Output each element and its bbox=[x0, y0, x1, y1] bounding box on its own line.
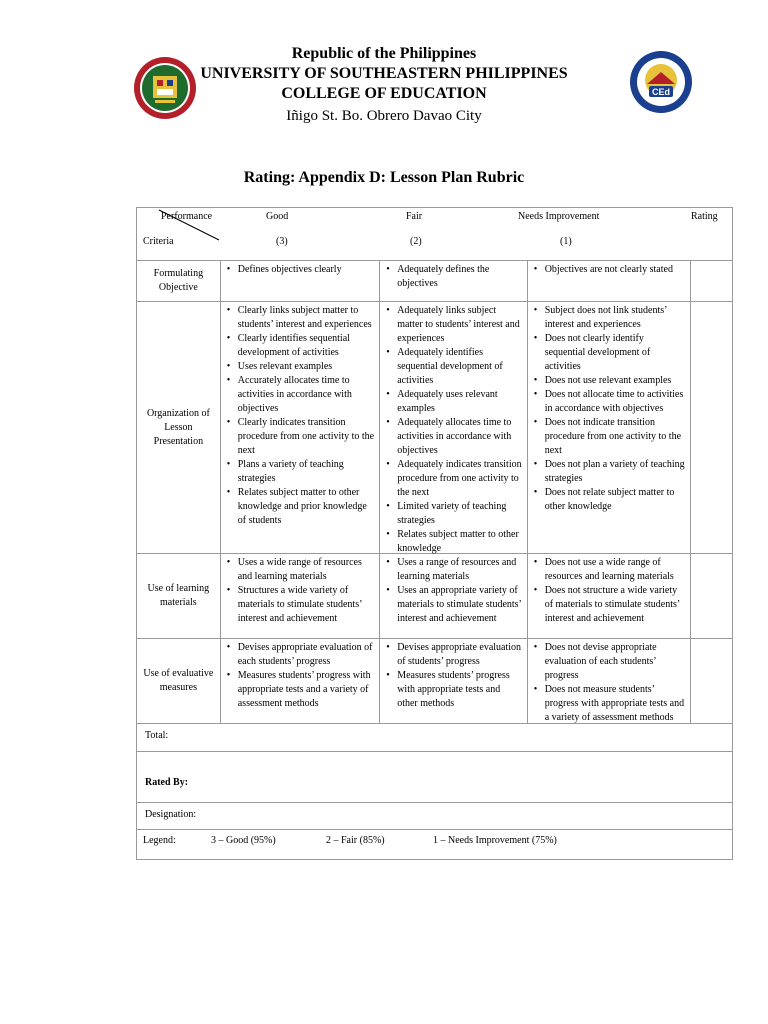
rubric-row-learning-materials bbox=[137, 554, 732, 639]
criterion-descriptor: • Does not structure a wide variety of materials to stimulate students’ interest and achievement bbox=[532, 584, 686, 626]
needs-cell bbox=[528, 639, 691, 723]
fair-list bbox=[384, 556, 523, 626]
college-name: COLLEGE OF EDUCATION bbox=[281, 85, 487, 102]
document-header bbox=[0, 44, 768, 134]
fair-list bbox=[384, 263, 523, 291]
rubric-header-row bbox=[137, 208, 732, 261]
criterion-descriptor: • Adequately indicates transition procedure from one activity to the next bbox=[384, 458, 523, 500]
criterion-cell: Organization of Lesson Presentation bbox=[137, 302, 221, 553]
rubric-table bbox=[136, 207, 733, 860]
good-label: Good bbox=[266, 211, 289, 222]
fair-cell bbox=[380, 554, 528, 638]
legend-label: Legend: bbox=[143, 835, 176, 846]
fair-cell bbox=[380, 261, 528, 301]
total-label: Total: bbox=[145, 730, 169, 741]
criterion-descriptor: • Structures a wide variety of materials to stimulate students’ interest and achievement bbox=[225, 584, 375, 626]
fair-list bbox=[384, 304, 523, 556]
performance-label: Performance bbox=[161, 211, 213, 222]
needs-list bbox=[532, 263, 686, 277]
document-title: Rating: Appendix D: Lesson Plan Rubric bbox=[243, 169, 525, 186]
criterion-descriptor: • Uses an appropriate variety of materials to stimulate students’ interest and achievement bbox=[384, 584, 523, 626]
criterion-descriptor: • Adequately links subject matter to students’ interest and experiences bbox=[384, 304, 523, 346]
criterion-descriptor: • Adequately uses relevant examples bbox=[384, 388, 523, 416]
criterion-descriptor: • Devises appropriate evaluation of students’ progress bbox=[384, 641, 523, 669]
criterion-descriptor: • Does not devise appropriate evaluation of each students’ progress bbox=[532, 641, 686, 683]
criterion-descriptor: • Accurately allocates time to activities in accordance with objectives bbox=[225, 374, 375, 416]
criterion-descriptor: • Does not use a wide range of resources and learning materials bbox=[532, 556, 686, 584]
fair-list bbox=[384, 641, 523, 711]
criterion-descriptor: • Clearly identifies sequential development of activities bbox=[225, 332, 375, 360]
good-cell bbox=[221, 554, 380, 638]
legend-needs: 1 – Needs Improvement (75%) bbox=[433, 835, 557, 846]
rating-cell[interactable] bbox=[691, 261, 732, 301]
needs-improvement-score: (1) bbox=[560, 236, 572, 247]
rubric-row-evaluative-measures bbox=[137, 639, 732, 724]
needs-list bbox=[532, 641, 686, 725]
criterion-cell: Use of learning materials bbox=[137, 554, 221, 638]
criterion-descriptor: • Devises appropriate evaluation of each students’ progress bbox=[225, 641, 375, 669]
fair-cell bbox=[380, 302, 528, 553]
criterion-descriptor: • Subject does not link students’ interest and experiences bbox=[532, 304, 686, 332]
criterion-descriptor: • Clearly links subject matter to students’ interest and experiences bbox=[225, 304, 375, 332]
criterion-descriptor: • Adequately allocates time to activities in accordance with objectives bbox=[384, 416, 523, 458]
rated-by-label: Rated By: bbox=[145, 777, 189, 788]
ced-seal-icon bbox=[629, 50, 693, 114]
republic-line: Republic of the Philippines bbox=[291, 45, 477, 62]
criterion-descriptor: • Relates subject matter to other knowledge and prior knowledge of students bbox=[225, 486, 375, 528]
designation-row bbox=[137, 803, 732, 830]
needs-list bbox=[532, 304, 686, 514]
criterion-descriptor: • Uses a range of resources and learning materials bbox=[384, 556, 523, 584]
rating-cell[interactable] bbox=[691, 639, 732, 723]
criterion-cell: Use of evaluative measures bbox=[137, 639, 221, 723]
needs-cell bbox=[528, 302, 691, 553]
criterion-descriptor: • Measures students’ progress with appropriate tests and other methods bbox=[384, 669, 523, 711]
good-list bbox=[225, 263, 375, 277]
criterion-descriptor: • Does not use relevant examples bbox=[532, 374, 686, 388]
needs-improvement-label: Needs Improvement bbox=[518, 211, 600, 222]
rubric-row-organization bbox=[137, 302, 732, 554]
rating-cell[interactable] bbox=[691, 302, 732, 553]
criterion-descriptor: • Does not plan a variety of teaching strategies bbox=[532, 458, 686, 486]
legend-row bbox=[137, 830, 732, 859]
criteria-label: Criteria bbox=[143, 236, 174, 247]
total-row bbox=[137, 724, 732, 752]
criterion-descriptor: • Relates subject matter to other knowledge bbox=[384, 528, 523, 556]
criterion-descriptor: • Does not measure students’ progress with appropriate tests and a variety of assessment methods bbox=[532, 683, 686, 725]
criterion-descriptor: • Objectives are not clearly stated bbox=[532, 263, 686, 277]
header-text bbox=[200, 44, 568, 127]
needs-list bbox=[532, 556, 686, 626]
criterion-cell: Formulating Objective bbox=[137, 261, 221, 301]
address-line: Iñigo St. Bo. Obrero Davao City bbox=[286, 108, 482, 124]
good-list bbox=[225, 304, 375, 528]
criterion-descriptor: • Uses a wide range of resources and learning materials bbox=[225, 556, 375, 584]
legend-good: 3 – Good (95%) bbox=[211, 835, 276, 846]
good-list bbox=[225, 556, 375, 626]
legend-fair: 2 – Fair (85%) bbox=[326, 835, 385, 846]
criterion-descriptor: • Does not clearly identify sequential development of activities bbox=[532, 332, 686, 374]
criterion-descriptor: • Defines objectives clearly bbox=[225, 263, 375, 277]
needs-cell bbox=[528, 261, 691, 301]
designation-label: Designation: bbox=[145, 809, 197, 820]
criterion-descriptor: • Uses relevant examples bbox=[225, 360, 375, 374]
rating-cell[interactable] bbox=[691, 554, 732, 638]
criterion-descriptor: • Does not allocate time to activities in accordance with objectives bbox=[532, 388, 686, 416]
usep-seal-icon bbox=[133, 56, 197, 120]
university-name: UNIVERSITY OF SOUTHEASTERN PHILIPPINES bbox=[200, 65, 568, 82]
criterion-descriptor: • Clearly indicates transition procedure from one activity to the next bbox=[225, 416, 375, 458]
rubric-row-formulating-objective bbox=[137, 261, 732, 302]
good-cell bbox=[221, 302, 380, 553]
criterion-descriptor: • Measures students’ progress with appropriate tests and a variety of assessment methods bbox=[225, 669, 375, 711]
criterion-descriptor: • Does not indicate transition procedure from one activity to the next bbox=[532, 416, 686, 458]
rated-by-row bbox=[137, 752, 732, 803]
fair-cell bbox=[380, 639, 528, 723]
ced-seal-text: CEd bbox=[652, 87, 670, 97]
good-cell bbox=[221, 639, 380, 723]
criterion-descriptor: • Limited variety of teaching strategies bbox=[384, 500, 523, 528]
good-list bbox=[225, 641, 375, 711]
needs-cell bbox=[528, 554, 691, 638]
fair-score: (2) bbox=[410, 236, 422, 247]
rating-label: Rating bbox=[691, 211, 718, 222]
fair-label: Fair bbox=[406, 211, 423, 222]
criterion-descriptor: • Does not relate subject matter to other knowledge bbox=[532, 486, 686, 514]
criterion-descriptor: • Adequately identifies sequential development of activities bbox=[384, 346, 523, 388]
criterion-descriptor: • Adequately defines the objectives bbox=[384, 263, 523, 291]
criterion-descriptor: • Plans a variety of teaching strategies bbox=[225, 458, 375, 486]
good-cell bbox=[221, 261, 380, 301]
good-score: (3) bbox=[276, 236, 288, 247]
